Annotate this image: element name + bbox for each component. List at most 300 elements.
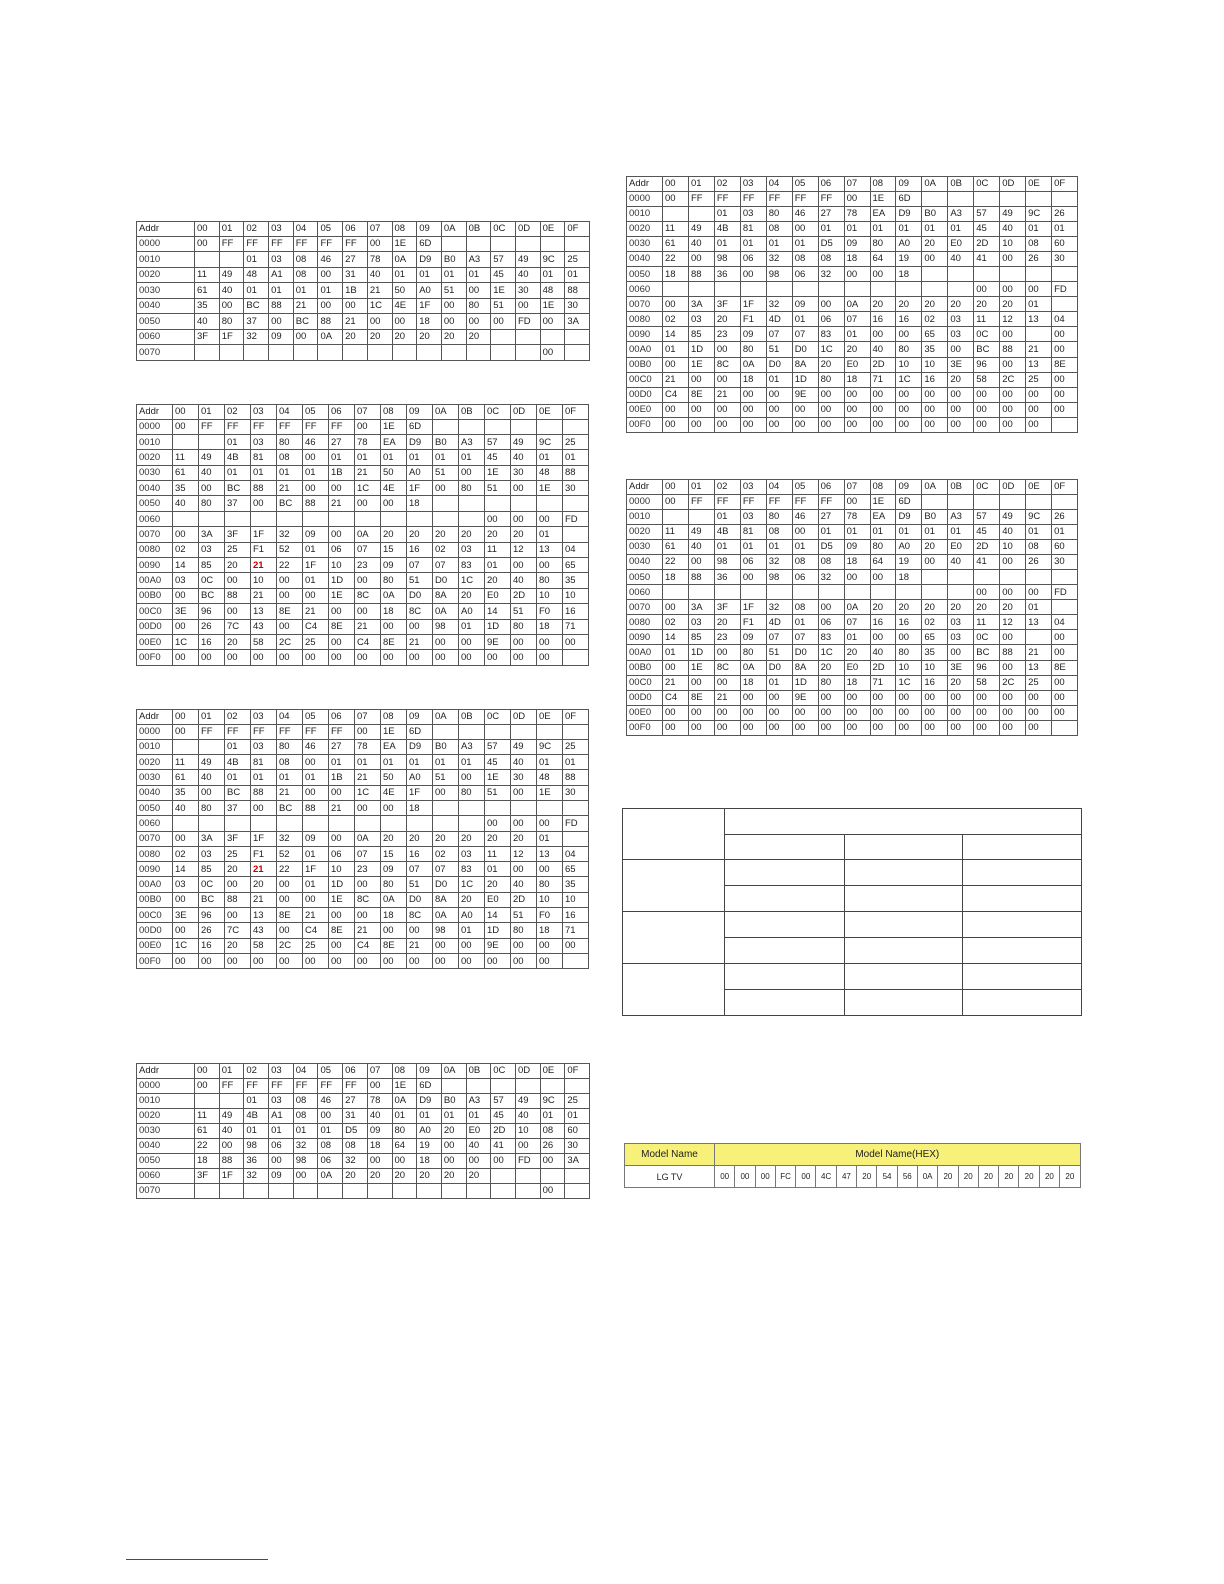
hex-byte-cell: 20 bbox=[407, 831, 433, 846]
hex-byte-cell: 78 bbox=[844, 509, 870, 524]
hex-byte-cell: EA bbox=[870, 509, 896, 524]
hex-byte-cell: 23 bbox=[355, 862, 381, 877]
hex-byte-cell: 1E bbox=[870, 494, 896, 509]
hex-byte-cell bbox=[563, 527, 589, 542]
hex-byte-cell: 00 bbox=[303, 588, 329, 603]
table-row bbox=[137, 755, 589, 770]
hex-byte-cell: 23 bbox=[714, 327, 740, 342]
hex-byte-cell: 88 bbox=[251, 785, 277, 800]
hex-byte-cell: 08 bbox=[792, 600, 818, 615]
hex-byte-cell: 07 bbox=[407, 862, 433, 877]
hex-byte-cell: 00 bbox=[1000, 660, 1026, 675]
hex-byte-cell: 00 bbox=[511, 481, 537, 496]
hex-byte-cell: 25 bbox=[563, 434, 589, 449]
column-header-cell: 0D bbox=[1000, 480, 1026, 495]
table-cell bbox=[845, 990, 963, 1016]
hex-byte-cell: 00 bbox=[818, 690, 844, 705]
table-cell bbox=[623, 809, 725, 860]
hex-byte-cell: 49 bbox=[511, 739, 537, 754]
hex-byte-cell: 01 bbox=[565, 1108, 590, 1123]
hex-byte-cell: 58 bbox=[974, 372, 1000, 387]
hex-byte-cell: 00 bbox=[688, 402, 714, 417]
hex-byte-cell: 46 bbox=[318, 1093, 343, 1108]
hex-byte-cell: 00 bbox=[1026, 690, 1052, 705]
hex-byte-cell: 00 bbox=[367, 1153, 392, 1168]
hex-byte-cell: 1F bbox=[219, 1168, 244, 1183]
hex-byte-cell: 00 bbox=[870, 720, 896, 735]
hex-byte-cell bbox=[688, 206, 714, 221]
hex-byte-cell: 20 bbox=[441, 1168, 466, 1183]
hex-byte-cell: 51 bbox=[485, 785, 511, 800]
hex-byte-cell: 1C bbox=[896, 675, 922, 690]
column-header-cell: 07 bbox=[367, 1064, 392, 1079]
column-header-cell: 0F bbox=[563, 710, 589, 725]
hex-byte-cell: 46 bbox=[792, 206, 818, 221]
hex-byte-cell bbox=[766, 585, 792, 600]
hex-byte-cell: 23 bbox=[355, 558, 381, 573]
hex-byte-cell: 3E bbox=[173, 908, 199, 923]
hex-byte-cell: 10 bbox=[537, 588, 563, 603]
hex-byte-cell: 00 bbox=[948, 720, 974, 735]
hex-byte-cell: 00 bbox=[441, 298, 466, 314]
hex-byte-cell: 01 bbox=[563, 755, 589, 770]
table-row bbox=[137, 1183, 590, 1198]
hex-byte-cell: 20 bbox=[485, 877, 511, 892]
hex-byte-cell: 3A bbox=[199, 527, 225, 542]
column-header-cell: 06 bbox=[329, 710, 355, 725]
hex-byte-cell: 52 bbox=[277, 542, 303, 557]
model-hex-cell: 20 bbox=[1039, 1166, 1059, 1188]
hex-byte-cell: 20 bbox=[466, 1168, 491, 1183]
hex-byte-cell bbox=[407, 816, 433, 831]
table-cell bbox=[623, 912, 725, 964]
hex-byte-cell: 9E bbox=[485, 634, 511, 649]
hex-byte-cell bbox=[392, 1183, 417, 1198]
hex-byte-cell: FF bbox=[318, 236, 343, 252]
hex-byte-cell: 00 bbox=[485, 816, 511, 831]
hex-byte-cell: 8A bbox=[433, 892, 459, 907]
hex-byte-cell: 64 bbox=[870, 251, 896, 266]
column-header-cell: 03 bbox=[740, 480, 766, 495]
hex-byte-cell: 9C bbox=[537, 739, 563, 754]
addr-cell: 00E0 bbox=[627, 705, 663, 720]
hex-byte-cell bbox=[1000, 494, 1026, 509]
hex-byte-cell: FF bbox=[766, 191, 792, 206]
hex-byte-cell: 81 bbox=[251, 755, 277, 770]
hex-byte-cell bbox=[818, 585, 844, 600]
hex-byte-cell: 00 bbox=[870, 417, 896, 432]
hex-byte-cell bbox=[714, 282, 740, 297]
hex-byte-cell: 80 bbox=[818, 372, 844, 387]
hex-byte-cell: 61 bbox=[173, 465, 199, 480]
addr-cell: 00F0 bbox=[137, 650, 173, 665]
hex-byte-cell: 00 bbox=[974, 705, 1000, 720]
addr-header-cell: Addr bbox=[627, 177, 663, 192]
hex-byte-cell: 00 bbox=[329, 604, 355, 619]
hex-byte-cell: 03 bbox=[269, 1093, 294, 1108]
hex-byte-cell: 88 bbox=[1000, 342, 1026, 357]
hex-byte-cell: 26 bbox=[1026, 554, 1052, 569]
hex-byte-cell: 64 bbox=[870, 554, 896, 569]
hex-byte-cell: 00 bbox=[303, 892, 329, 907]
table-row bbox=[627, 357, 1078, 372]
hex-byte-cell bbox=[277, 511, 303, 526]
hex-byte-cell: 20 bbox=[225, 938, 251, 953]
hex-byte-cell: 58 bbox=[251, 634, 277, 649]
model-hex-cell: 20 bbox=[958, 1166, 978, 1188]
column-header-cell: 08 bbox=[870, 480, 896, 495]
hex-byte-cell: 40 bbox=[688, 236, 714, 251]
hex-byte-cell: 00 bbox=[355, 908, 381, 923]
hex-byte-cell: 08 bbox=[277, 450, 303, 465]
edid-hex-table-5 bbox=[626, 176, 1078, 433]
hex-byte-cell: 20 bbox=[459, 892, 485, 907]
table-row bbox=[137, 923, 589, 938]
hex-byte-cell: 18 bbox=[417, 1153, 442, 1168]
hex-byte-cell: 18 bbox=[537, 923, 563, 938]
hex-byte-cell: 88 bbox=[225, 892, 251, 907]
table-row bbox=[137, 283, 590, 299]
hex-byte-cell: 25 bbox=[1026, 675, 1052, 690]
hex-byte-cell: 25 bbox=[565, 1093, 590, 1108]
hex-byte-cell: 32 bbox=[766, 297, 792, 312]
hex-byte-cell: 32 bbox=[277, 527, 303, 542]
column-header-cell: 0E bbox=[540, 1064, 565, 1079]
hex-byte-cell: 51 bbox=[407, 573, 433, 588]
hex-byte-cell: 20 bbox=[367, 1168, 392, 1183]
hex-byte-cell: 8C bbox=[407, 908, 433, 923]
hex-byte-cell: 80 bbox=[818, 675, 844, 690]
table-row bbox=[137, 892, 589, 907]
hex-byte-cell: 01 bbox=[244, 1093, 269, 1108]
hex-byte-cell: 01 bbox=[948, 524, 974, 539]
hex-byte-cell: 10 bbox=[1000, 236, 1026, 251]
hex-byte-cell bbox=[225, 511, 251, 526]
hex-byte-cell: 00 bbox=[293, 1168, 318, 1183]
hex-byte-cell: 00 bbox=[896, 402, 922, 417]
model-value-row bbox=[625, 1166, 1081, 1188]
hex-byte-cell: C4 bbox=[303, 619, 329, 634]
hex-byte-cell bbox=[663, 282, 689, 297]
hex-byte-cell: 18 bbox=[896, 569, 922, 584]
hex-byte-cell bbox=[515, 1183, 540, 1198]
hex-byte-cell: 12 bbox=[1000, 312, 1026, 327]
hex-byte-cell: 03 bbox=[199, 846, 225, 861]
hex-byte-cell: 23 bbox=[714, 630, 740, 645]
hex-byte-cell: 20 bbox=[343, 329, 368, 345]
hex-byte-cell: A3 bbox=[948, 509, 974, 524]
hex-byte-cell: E0 bbox=[948, 539, 974, 554]
hex-byte-cell: 00 bbox=[485, 953, 511, 968]
hex-byte-cell: 14 bbox=[173, 558, 199, 573]
hex-byte-cell: 00 bbox=[441, 1153, 466, 1168]
hex-byte-cell: 16 bbox=[407, 542, 433, 557]
hex-byte-cell: 4E bbox=[381, 785, 407, 800]
hex-byte-cell: BC bbox=[199, 892, 225, 907]
hex-byte-cell: 00 bbox=[1052, 372, 1078, 387]
hex-byte-cell: 00 bbox=[329, 831, 355, 846]
hex-byte-cell: C4 bbox=[303, 923, 329, 938]
hex-byte-cell: 3A bbox=[565, 1153, 590, 1168]
hex-byte-cell bbox=[537, 800, 563, 815]
hex-byte-cell bbox=[251, 816, 277, 831]
hex-byte-cell: 3A bbox=[199, 831, 225, 846]
hex-byte-cell: 00 bbox=[537, 816, 563, 831]
hex-byte-cell bbox=[1052, 569, 1078, 584]
hex-byte-cell: 46 bbox=[792, 509, 818, 524]
hex-byte-cell: 08 bbox=[1026, 236, 1052, 251]
hex-byte-cell: 98 bbox=[293, 1153, 318, 1168]
table-row bbox=[137, 542, 589, 557]
hex-byte-cell: 49 bbox=[219, 267, 244, 283]
hex-byte-cell: 18 bbox=[740, 675, 766, 690]
hex-byte-cell: 18 bbox=[367, 1138, 392, 1153]
table-row bbox=[137, 558, 589, 573]
hex-byte-cell bbox=[269, 345, 294, 361]
hex-byte-cell: C4 bbox=[663, 690, 689, 705]
addr-cell: 00F0 bbox=[627, 417, 663, 432]
table-row bbox=[137, 314, 590, 330]
hex-byte-cell: 00 bbox=[663, 297, 689, 312]
hex-byte-cell: 88 bbox=[225, 588, 251, 603]
column-header-cell: 06 bbox=[818, 480, 844, 495]
hex-byte-cell: 00 bbox=[277, 877, 303, 892]
hex-byte-cell: 27 bbox=[818, 509, 844, 524]
hex-byte-cell: 1E bbox=[537, 481, 563, 496]
hex-byte-cell: 00 bbox=[173, 953, 199, 968]
hex-byte-cell: FF bbox=[244, 236, 269, 252]
hex-byte-cell: 49 bbox=[515, 1093, 540, 1108]
hex-byte-cell: 00 bbox=[329, 527, 355, 542]
hex-byte-cell: 57 bbox=[491, 252, 516, 268]
hex-byte-cell: 18 bbox=[537, 619, 563, 634]
hex-byte-cell: 2D bbox=[511, 588, 537, 603]
hex-byte-cell bbox=[466, 345, 491, 361]
hex-byte-cell: 00 bbox=[663, 357, 689, 372]
hex-byte-cell: 26 bbox=[1052, 509, 1078, 524]
column-header-cell: 02 bbox=[244, 222, 269, 237]
table-header-row bbox=[137, 710, 589, 725]
hex-byte-cell: 20 bbox=[381, 831, 407, 846]
hex-byte-cell: A3 bbox=[948, 206, 974, 221]
hex-byte-cell: 00 bbox=[485, 511, 511, 526]
hex-byte-cell: 01 bbox=[433, 450, 459, 465]
table-cell bbox=[845, 860, 963, 886]
table-cell bbox=[725, 860, 845, 886]
table-cell bbox=[963, 938, 1082, 964]
hex-byte-cell: 21 bbox=[303, 604, 329, 619]
hex-byte-cell: 01 bbox=[293, 283, 318, 299]
hex-byte-cell: 01 bbox=[537, 450, 563, 465]
hex-byte-cell: 09 bbox=[269, 329, 294, 345]
hex-byte-cell: 00 bbox=[766, 402, 792, 417]
hex-byte-cell: 00 bbox=[766, 705, 792, 720]
table-row bbox=[137, 465, 589, 480]
hex-byte-cell: 60 bbox=[1052, 539, 1078, 554]
hex-byte-cell: FF bbox=[688, 191, 714, 206]
hex-byte-cell: 20 bbox=[922, 600, 948, 615]
hex-byte-cell: 50 bbox=[392, 283, 417, 299]
hex-byte-cell bbox=[433, 724, 459, 739]
hex-byte-cell: 18 bbox=[407, 800, 433, 815]
hex-byte-cell: 8E bbox=[329, 619, 355, 634]
hex-byte-cell: 00 bbox=[355, 496, 381, 511]
hex-byte-cell bbox=[199, 511, 225, 526]
hex-byte-cell bbox=[173, 434, 199, 449]
hex-byte-cell: 00 bbox=[392, 314, 417, 330]
hex-byte-cell: 00 bbox=[896, 705, 922, 720]
hex-byte-cell: 00 bbox=[381, 923, 407, 938]
hex-byte-cell: 1F bbox=[303, 862, 329, 877]
table-row bbox=[627, 297, 1078, 312]
hex-byte-cell: 46 bbox=[303, 739, 329, 754]
hex-byte-cell: 32 bbox=[818, 569, 844, 584]
column-header-cell: 0F bbox=[1052, 480, 1078, 495]
hex-byte-cell: 80 bbox=[277, 739, 303, 754]
hex-byte-cell bbox=[974, 191, 1000, 206]
addr-cell: 00A0 bbox=[137, 573, 173, 588]
table-row bbox=[627, 509, 1078, 524]
model-hex-cell: 20 bbox=[1060, 1166, 1081, 1188]
hex-byte-cell: D0 bbox=[766, 357, 792, 372]
hex-byte-cell: 51 bbox=[491, 298, 516, 314]
table-row bbox=[137, 1078, 590, 1093]
hex-byte-cell: 48 bbox=[540, 283, 565, 299]
hex-byte-cell bbox=[565, 345, 590, 361]
column-header-cell: 03 bbox=[251, 710, 277, 725]
hex-byte-cell: 21 bbox=[251, 588, 277, 603]
hex-byte-cell: 1F bbox=[417, 298, 442, 314]
hex-byte-cell: FF bbox=[329, 724, 355, 739]
hex-byte-cell: 65 bbox=[563, 862, 589, 877]
hex-byte-cell bbox=[1026, 569, 1052, 584]
hex-byte-cell: 01 bbox=[251, 465, 277, 480]
hex-byte-cell: 01 bbox=[663, 645, 689, 660]
hex-byte-cell: FF bbox=[244, 1078, 269, 1093]
hex-byte-cell bbox=[1052, 266, 1078, 281]
table-cell bbox=[963, 886, 1082, 912]
hex-byte-cell: 11 bbox=[663, 221, 689, 236]
hex-byte-cell: 20 bbox=[714, 615, 740, 630]
hex-byte-cell: FF bbox=[818, 191, 844, 206]
hex-byte-cell: 81 bbox=[740, 221, 766, 236]
hex-byte-cell: 18 bbox=[407, 496, 433, 511]
hex-byte-cell: D0 bbox=[766, 660, 792, 675]
hex-byte-cell: 01 bbox=[407, 450, 433, 465]
hex-byte-cell bbox=[948, 585, 974, 600]
hex-byte-cell: 85 bbox=[688, 630, 714, 645]
hex-byte-cell: 00 bbox=[173, 527, 199, 542]
hex-byte-cell bbox=[1052, 720, 1078, 735]
hex-byte-cell: 01 bbox=[766, 675, 792, 690]
hex-byte-cell: 01 bbox=[714, 509, 740, 524]
hex-byte-cell: 00 bbox=[225, 953, 251, 968]
hex-byte-cell: 01 bbox=[433, 755, 459, 770]
hex-byte-cell: 08 bbox=[818, 554, 844, 569]
hex-byte-cell: 1E bbox=[329, 588, 355, 603]
hex-byte-cell: 00 bbox=[663, 191, 689, 206]
hex-byte-cell: 01 bbox=[303, 877, 329, 892]
column-header-cell: 0B bbox=[459, 710, 485, 725]
hex-byte-cell: 21 bbox=[714, 690, 740, 705]
hex-byte-cell: 21 bbox=[407, 938, 433, 953]
hex-byte-cell: 00 bbox=[537, 650, 563, 665]
column-header-cell: 0F bbox=[1052, 177, 1078, 192]
hex-byte-cell: 96 bbox=[199, 604, 225, 619]
hex-byte-cell: 20 bbox=[407, 527, 433, 542]
hex-byte-cell bbox=[563, 419, 589, 434]
hex-byte-cell: 00 bbox=[688, 372, 714, 387]
hex-byte-cell: 01 bbox=[740, 236, 766, 251]
hex-byte-cell: 27 bbox=[343, 1093, 368, 1108]
hex-byte-cell: E0 bbox=[948, 236, 974, 251]
hex-byte-cell: 00 bbox=[1052, 387, 1078, 402]
hex-byte-cell: 32 bbox=[244, 329, 269, 345]
table-cell bbox=[725, 990, 845, 1016]
hex-byte-cell: FF bbox=[740, 191, 766, 206]
column-header-cell: 0A bbox=[922, 177, 948, 192]
hex-byte-cell: 65 bbox=[922, 630, 948, 645]
column-header-cell: 01 bbox=[688, 480, 714, 495]
hex-byte-cell: 19 bbox=[896, 554, 922, 569]
hex-byte-cell: A0 bbox=[896, 236, 922, 251]
hex-byte-cell: 8C bbox=[714, 357, 740, 372]
hex-byte-cell: 40 bbox=[870, 342, 896, 357]
hex-byte-cell: 96 bbox=[974, 660, 1000, 675]
hex-byte-cell: 08 bbox=[277, 755, 303, 770]
hex-byte-cell: 02 bbox=[663, 312, 689, 327]
hex-byte-cell: 14 bbox=[663, 327, 689, 342]
column-header-cell: 0A bbox=[441, 1064, 466, 1079]
hex-byte-cell: 01 bbox=[329, 450, 355, 465]
hex-byte-cell bbox=[537, 724, 563, 739]
hex-byte-cell: 26 bbox=[1052, 206, 1078, 221]
hex-byte-cell: 80 bbox=[766, 206, 792, 221]
addr-cell: 0070 bbox=[137, 345, 195, 361]
hex-byte-cell: 3F bbox=[195, 1168, 220, 1183]
hex-byte-cell: 20 bbox=[922, 236, 948, 251]
hex-byte-cell: 49 bbox=[688, 524, 714, 539]
hex-byte-cell: 1E bbox=[381, 419, 407, 434]
hex-byte-cell: 01 bbox=[441, 267, 466, 283]
hex-byte-cell: 98 bbox=[433, 619, 459, 634]
hex-byte-cell: 00 bbox=[766, 387, 792, 402]
hex-byte-cell bbox=[663, 509, 689, 524]
hex-byte-cell: EA bbox=[870, 206, 896, 221]
hex-byte-cell: 04 bbox=[563, 846, 589, 861]
hex-byte-cell: 80 bbox=[511, 619, 537, 634]
hex-byte-cell: 64 bbox=[392, 1138, 417, 1153]
column-header-cell: 09 bbox=[896, 177, 922, 192]
hex-byte-cell: 06 bbox=[269, 1138, 294, 1153]
hex-byte-cell: 40 bbox=[219, 1123, 244, 1138]
hex-byte-cell: FF bbox=[277, 724, 303, 739]
hex-byte-cell: 41 bbox=[491, 1138, 516, 1153]
hex-byte-cell: 00 bbox=[1000, 585, 1026, 600]
column-header-cell: 06 bbox=[343, 1064, 368, 1079]
hex-byte-cell: 00 bbox=[277, 923, 303, 938]
addr-cell: 0000 bbox=[627, 494, 663, 509]
hex-byte-cell bbox=[922, 569, 948, 584]
addr-cell: 0060 bbox=[627, 585, 663, 600]
table-header-row bbox=[627, 480, 1078, 495]
hex-byte-cell: 85 bbox=[688, 327, 714, 342]
hex-byte-cell: D9 bbox=[896, 206, 922, 221]
hex-byte-cell: 31 bbox=[343, 267, 368, 283]
hex-byte-cell: 00 bbox=[433, 481, 459, 496]
hex-byte-cell: 03 bbox=[740, 509, 766, 524]
table-row bbox=[137, 604, 589, 619]
